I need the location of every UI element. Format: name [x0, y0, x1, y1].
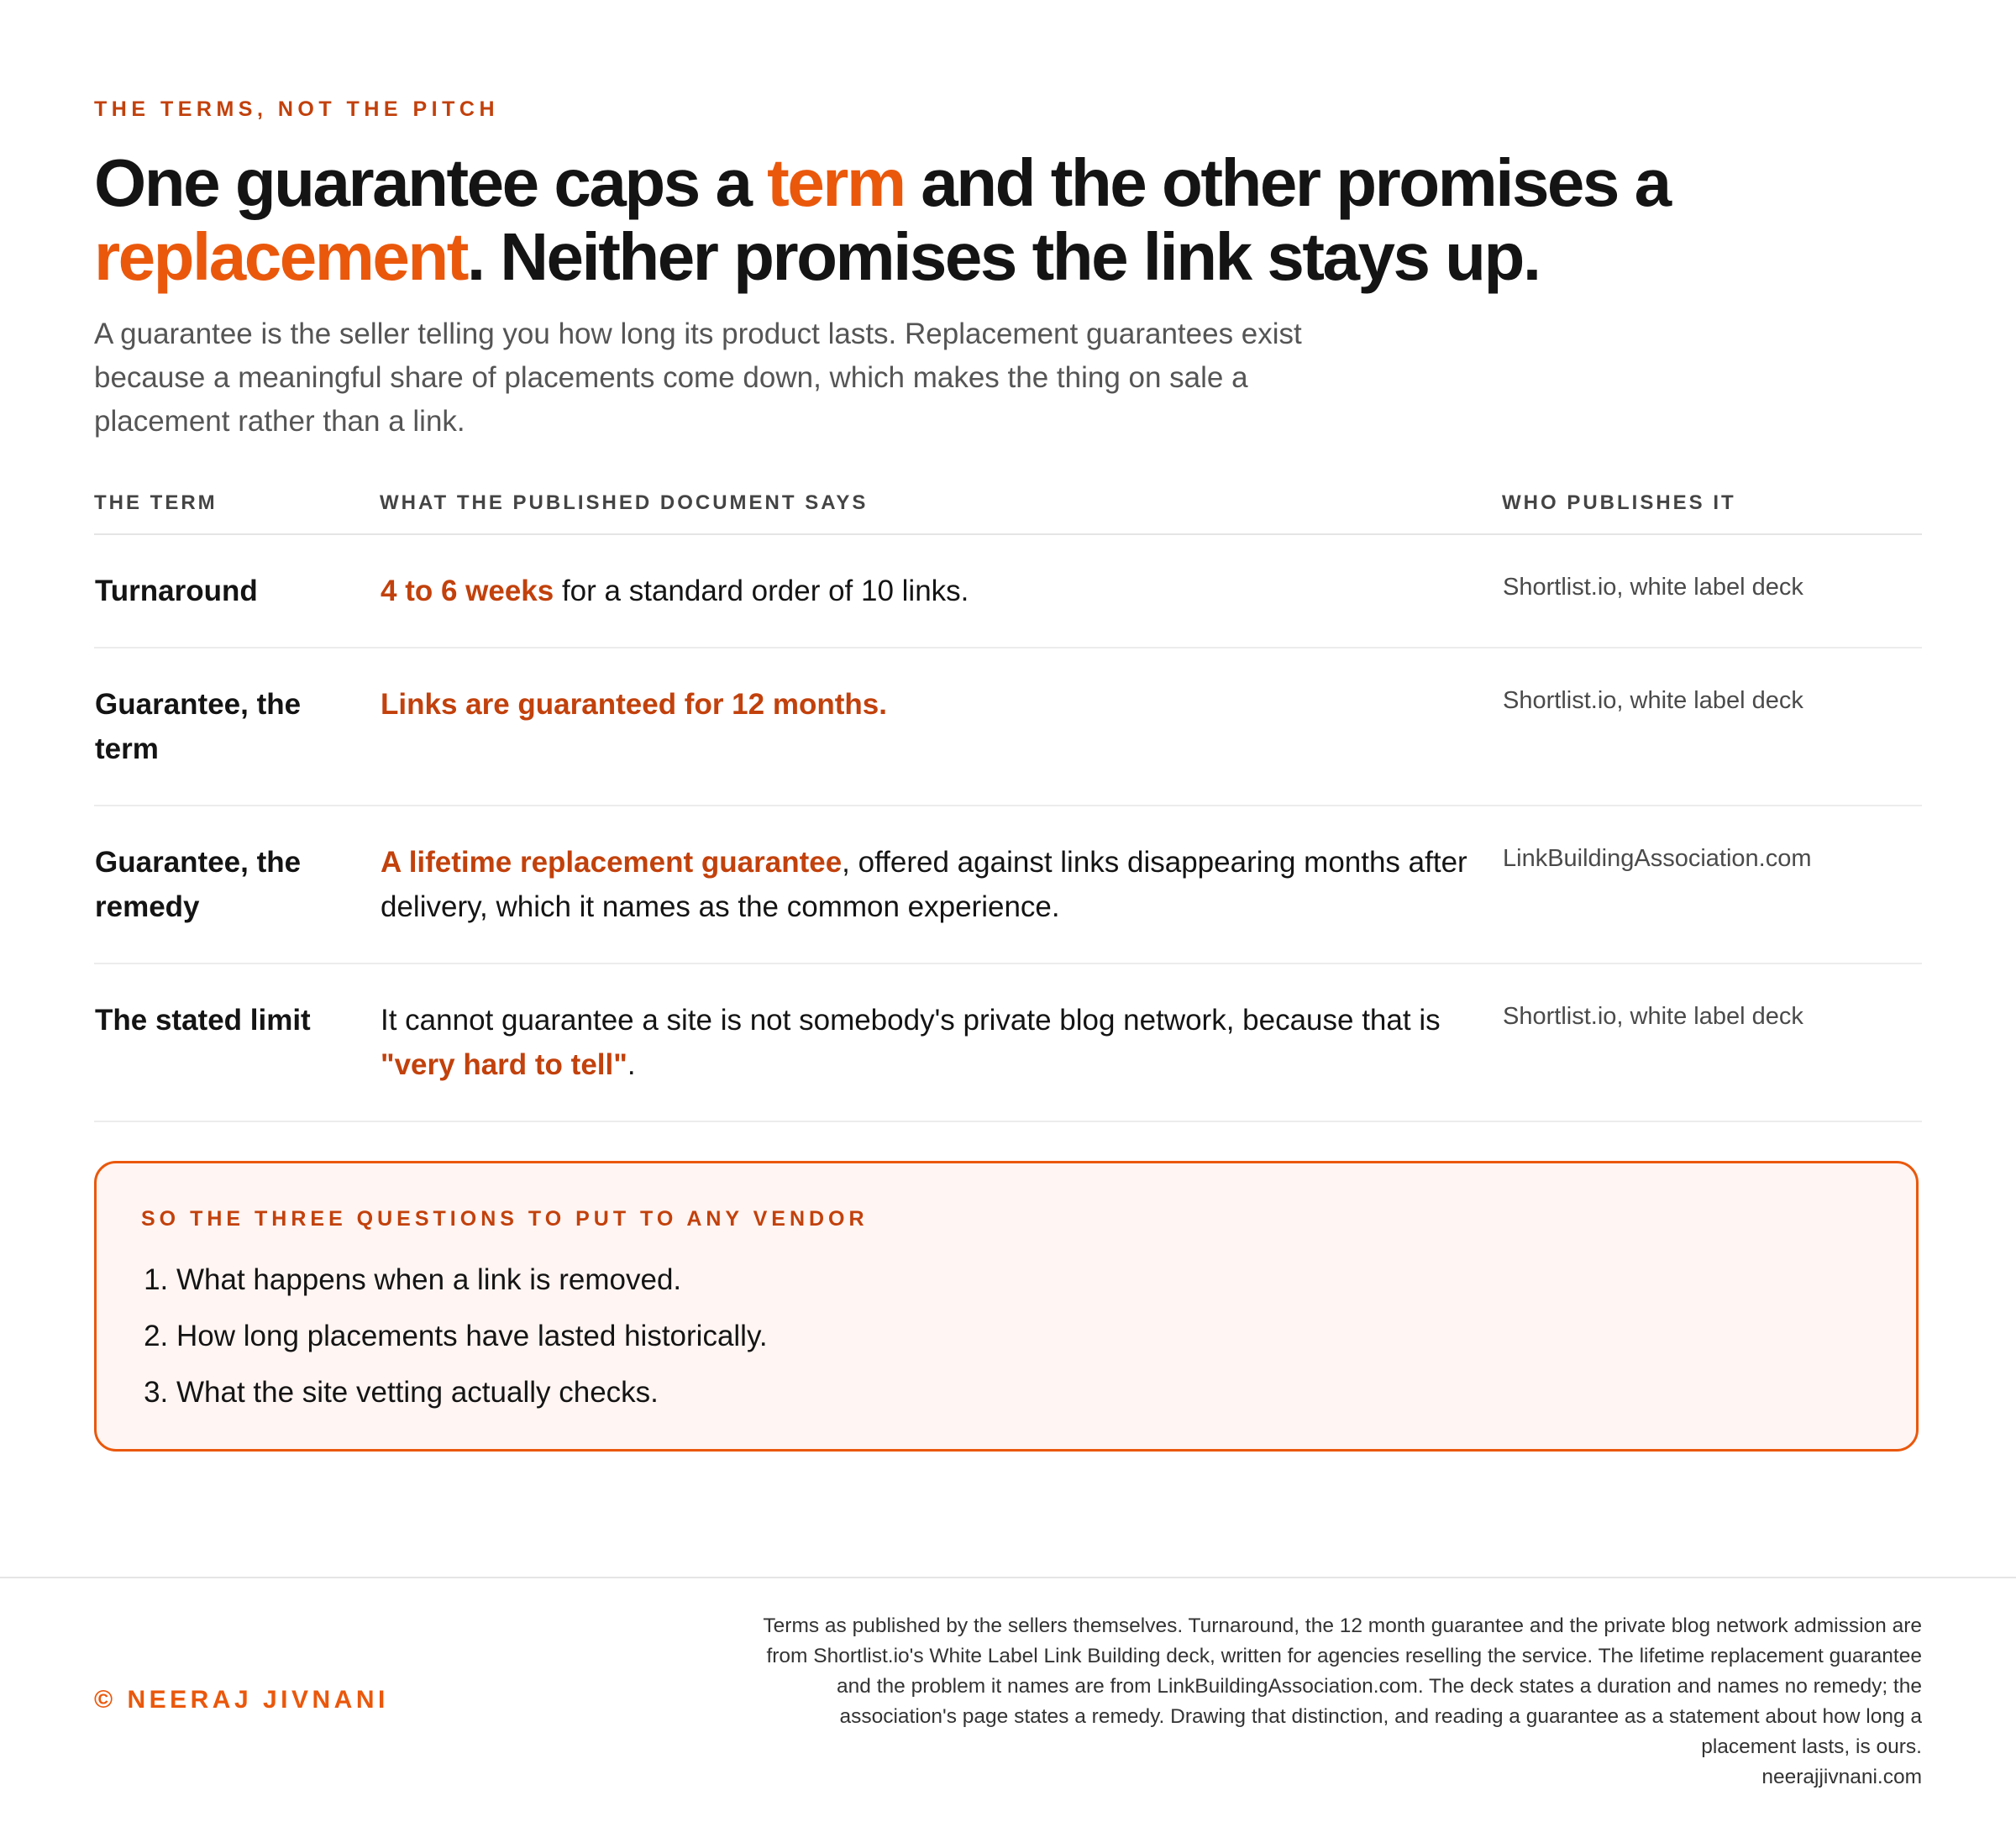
headline-term-word: term	[767, 145, 905, 220]
says-cell	[380, 534, 1502, 648]
questions-list	[141, 1252, 1872, 1420]
body-text: for a standard order of 10 links.	[554, 575, 969, 607]
publisher-cell: Shortlist.io, white label deck	[1502, 534, 1922, 648]
publisher-cell: LinkBuildingAssociation.com	[1502, 806, 1922, 963]
headline-part-1: One guarantee caps a	[94, 145, 768, 220]
headline-replacement-word: replacement	[94, 219, 467, 294]
site-url: neerajjivnani.com	[1761, 1766, 1922, 1788]
table-header-row	[94, 491, 1922, 534]
list-item: 3. What the site vetting actually checks.	[176, 1364, 1872, 1420]
body-text-end: .	[627, 1048, 636, 1081]
says-cell	[380, 648, 1502, 806]
footer-divider	[0, 1577, 2016, 1578]
table-row	[94, 963, 1922, 1121]
column-header-says: WHAT THE PUBLISHED DOCUMENT SAYS	[380, 491, 1502, 534]
list-item: 1. What happens when a link is removed.	[176, 1252, 1872, 1308]
emphasis-text: Links are guaranteed for 12 months.	[381, 688, 887, 721]
term-cell: Turnaround	[94, 534, 380, 648]
publisher-cell: Shortlist.io, white label deck	[1502, 963, 1922, 1121]
callout-title: SO THE THREE QUESTIONS TO PUT TO ANY VENDOR	[141, 1207, 869, 1231]
lede-paragraph: A guarantee is the seller telling you how long its product lasts. Replacement guarantees exist because a meaningful share of placements come down, which makes the thing on sale a placement rather than a link.	[94, 318, 1302, 438]
publisher-cell: Shortlist.io, white label deck	[1502, 648, 1922, 806]
says-cell	[380, 963, 1502, 1121]
terms-table	[94, 491, 1922, 1122]
emphasis-text: A lifetime replacement guarantee	[381, 846, 843, 879]
eyebrow-label: THE TERMS, NOT THE PITCH	[94, 97, 499, 121]
emphasis-text: 4 to 6 weeks	[381, 575, 554, 607]
headline	[94, 146, 1858, 294]
table-row	[94, 534, 1922, 648]
term-cell: The stated limit	[94, 963, 380, 1121]
says-cell	[380, 806, 1502, 963]
vendor-questions-callout	[94, 1161, 1919, 1452]
headline-part-3: . Neither promises the link stays up.	[466, 219, 1540, 294]
emphasis-text: "very hard to tell"	[381, 1048, 627, 1081]
column-header-publisher: WHO PUBLISHES IT	[1502, 491, 1922, 534]
body-text: It cannot guarantee a site is not somebody's private blog network, because that is	[381, 1004, 1441, 1037]
body-text: , offered against links disappearing months after delivery, which it names as the common experience.	[381, 846, 1467, 923]
list-item: 2. How long placements have lasted historically.	[176, 1308, 1872, 1364]
table-row	[94, 648, 1922, 806]
term-cell: Guarantee, the remedy	[94, 806, 380, 963]
term-cell: Guarantee, the term	[94, 648, 380, 806]
column-header-term: THE TERM	[94, 491, 380, 534]
copyright: © NEERAJ JIVNANI	[94, 1686, 389, 1714]
source-note: Terms as published by the sellers themselves. Turnaround, the 12 month guarantee and the private blog network admission are from Shortlist.io's White Label Link Building deck, written for agencies reselling the service. The lifetime replacement guarantee and the problem it names are from LinkBuildingAssociation.com. The deck states a duration and names no remedy; the association's page states a remedy. Drawing that distinction, and reading a guarantee as a statement about how long a placement lasts, is ours.	[763, 1614, 1922, 1758]
table-row	[94, 806, 1922, 963]
headline-part-2: and the other promises a	[904, 145, 1670, 220]
